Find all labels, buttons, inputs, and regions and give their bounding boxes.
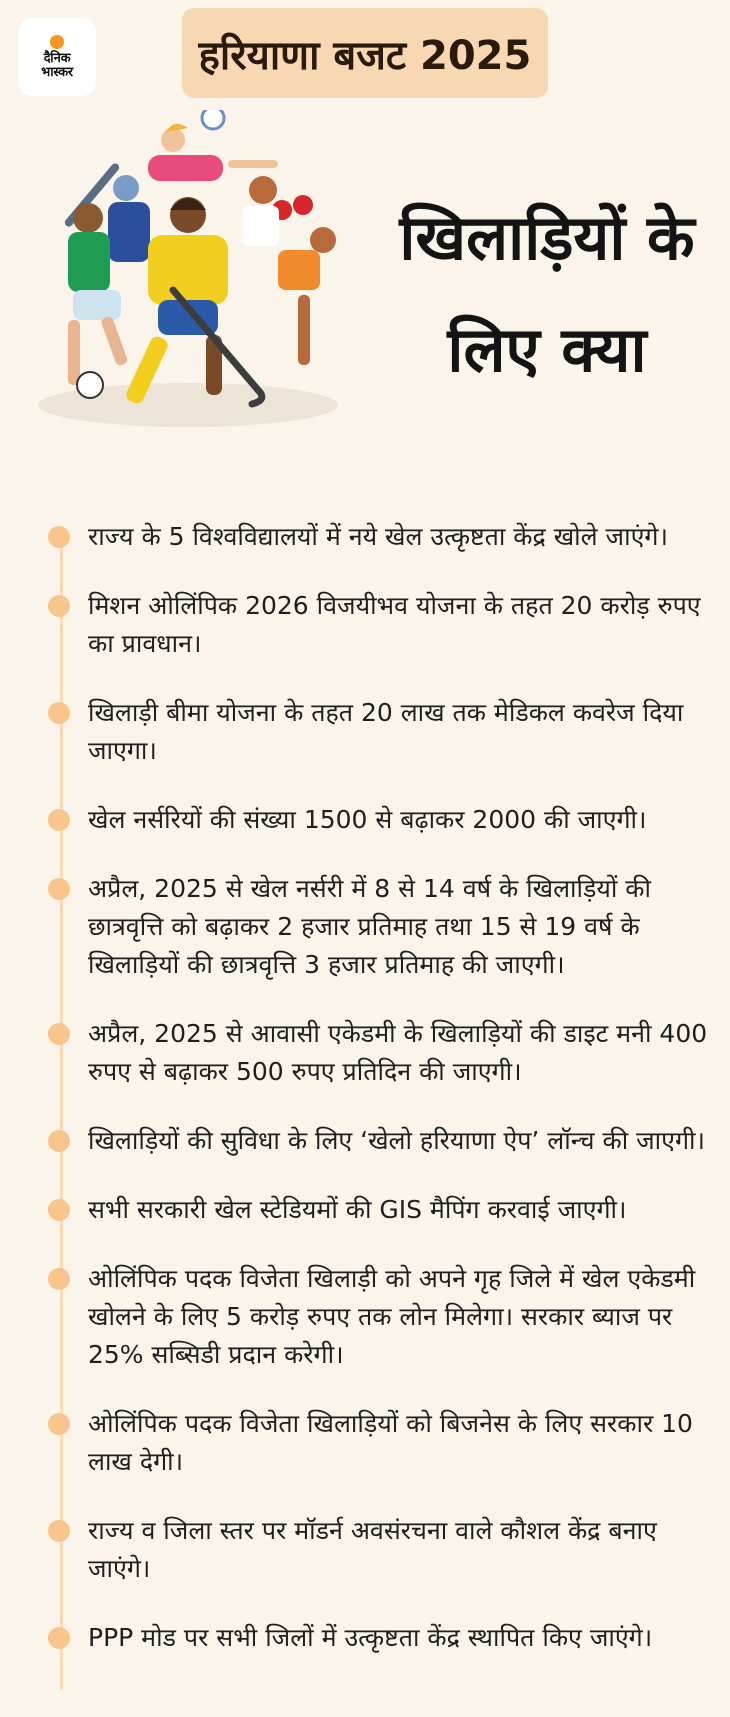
bullet-dot-icon — [48, 526, 70, 548]
bullet-dot-icon — [48, 1627, 70, 1649]
list-item-text: अप्रैल, 2025 से खेल नर्सरी में 8 से 14 वर्ष के खिलाड़ियों की छात्रवृत्ति को बढ़ाकर 2 हजार प्रतिमाह तथा 15 से 19 वर्ष के खिलाड़ियों की छात्रवृत्ति 3 हजार प्रतिमाह की जाएगी। — [88, 874, 651, 979]
list-item — [46, 1260, 716, 1374]
list-item — [46, 1122, 716, 1160]
bullet-dot-icon — [48, 702, 70, 724]
list-item — [46, 1405, 716, 1481]
bullet-dot-icon — [48, 1023, 70, 1045]
list-item-text: ओलिंपिक पदक विजेता खिलाड़ी को अपने गृह जिले में खेल एकेडमी खोलने के लिए 5 करोड़ रुपए तक लोन मिलेगा। सरकार ब्याज पर 25% सब्सिडी प्रदान करेगी। — [88, 1264, 696, 1369]
sun-icon — [50, 35, 64, 49]
hero-title — [372, 182, 722, 406]
bullet-dot-icon — [48, 1199, 70, 1221]
bullet-dot-icon — [48, 1413, 70, 1435]
list-item — [46, 1191, 716, 1229]
hero-title-line1: खिलाड़ियों के — [399, 201, 695, 274]
list-item-text: राज्य व जिला स्तर पर मॉडर्न अवसंरचना वाले कौशल केंद्र बनाए जाएंगे। — [88, 1516, 657, 1583]
logo-text-line2: भास्कर — [41, 64, 73, 80]
list-item-text: अप्रैल, 2025 से आवासी एकेडमी के खिलाड़ियों की डाइट मनी 400 रुपए से बढ़ाकर 500 रुपए प्रतिदिन की जाएगी। — [88, 1019, 708, 1086]
bullet-dot-icon — [48, 1268, 70, 1290]
list-item-text: PPP मोड पर सभी जिलों में उत्कृष्टता केंद्र स्थापित किए जाएंगे। — [88, 1623, 653, 1652]
bullet-dot-icon — [48, 1520, 70, 1542]
list-item — [46, 1512, 716, 1588]
bullet-dot-icon — [48, 878, 70, 900]
list-item-text: खेल नर्सरियों की संख्या 1500 से बढ़ाकर 2000 की जाएगी। — [88, 805, 647, 834]
header-banner: हरियाणा बजट 2025 — [182, 8, 548, 98]
list-item — [46, 518, 716, 556]
list-item-text: राज्य के 5 विश्वविद्यालयों में नये खेल उत्कृष्टता केंद्र खोले जाएंगे। — [88, 522, 668, 551]
list-item — [46, 1015, 716, 1091]
list-item — [46, 1619, 716, 1657]
logo-text-line1: दैनिक — [43, 50, 71, 66]
list-item-text: खिलाड़ियों की सुविधा के लिए ‘खेलो हरियाणा ऐप’ लॉन्च की जाएगी। — [88, 1126, 705, 1155]
bullet-dot-icon — [48, 1130, 70, 1152]
budget-points-list — [46, 518, 716, 1688]
dainik-bhaskar-logo[interactable] — [18, 18, 96, 96]
bullet-dot-icon — [48, 595, 70, 617]
list-item — [46, 694, 716, 770]
list-item — [46, 801, 716, 839]
list-item — [46, 587, 716, 663]
athletes-illustration-icon — [28, 110, 368, 470]
list-item — [46, 870, 716, 984]
list-item-text: सभी सरकारी खेल स्टेडियमों की GIS मैपिंग करवाई जाएगी। — [88, 1195, 627, 1224]
list-item-text: खिलाड़ी बीमा योजना के तहत 20 लाख तक मेडिकल कवरेज दिया जाएगा। — [88, 698, 684, 765]
hero-title-line2: लिए क्या — [447, 313, 647, 386]
list-item-text: ओलिंपिक पदक विजेता खिलाड़ियों को बिजनेस के लिए सरकार 10 लाख देगी। — [88, 1409, 693, 1476]
list-item-text: मिशन ओलिंपिक 2026 विजयीभव योजना के तहत 20 करोड़ रुपए का प्रावधान। — [88, 591, 701, 658]
bullet-dot-icon — [48, 809, 70, 831]
